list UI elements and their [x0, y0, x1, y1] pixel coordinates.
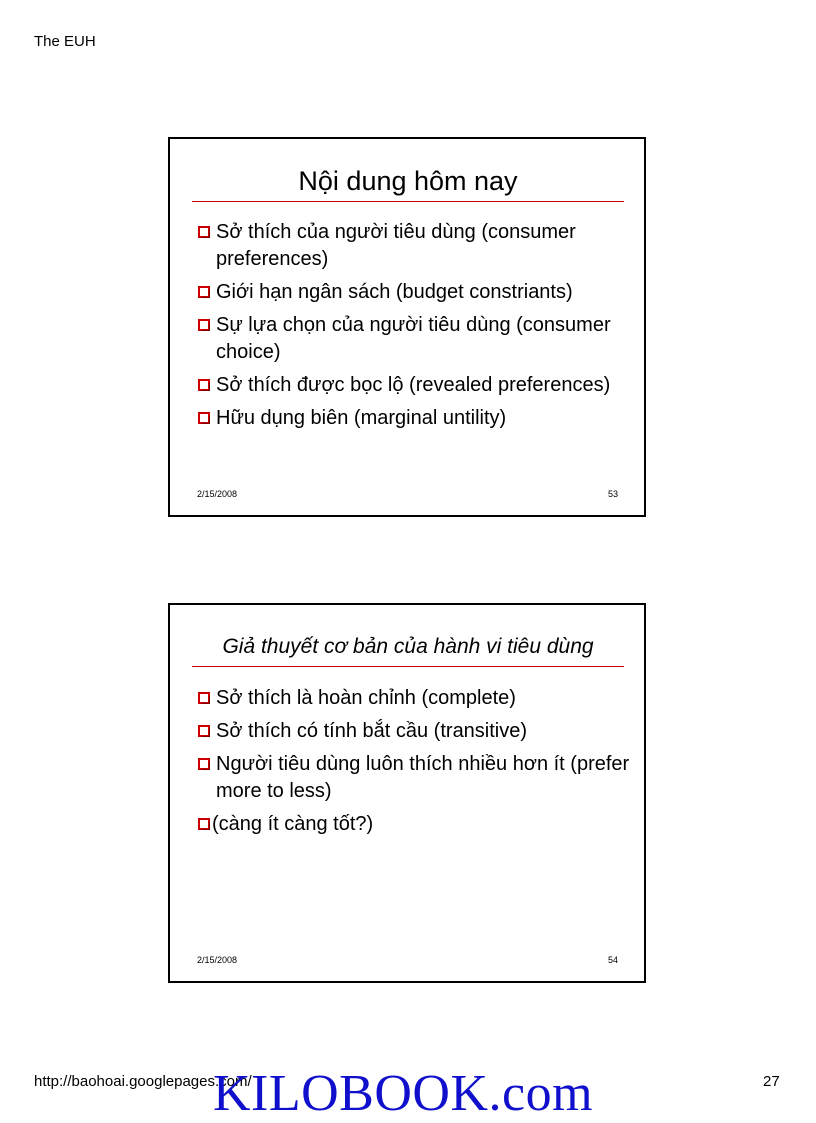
slide-number: 53 [607, 489, 618, 499]
bullet-list [197, 685, 637, 844]
checkbox-bullet-icon [198, 286, 210, 298]
list-item [197, 685, 637, 712]
slide-title: Nội dung hôm nay [298, 166, 518, 196]
list-item [197, 718, 637, 745]
checkbox-bullet-icon [198, 758, 210, 770]
slide-date: 2/15/2008 [197, 955, 238, 965]
list-item [197, 372, 637, 399]
bullet-text: (càng ít càng tốt?) [212, 813, 374, 835]
bullet-text: Hữu dụng biên (marginal untility) [216, 407, 507, 429]
bullet-text: Sự lựa chọn của người tiêu dùng (consumer choice) [216, 314, 611, 363]
slide-title: Giả thuyết cơ bản của hành vi tiêu dùng [222, 635, 594, 658]
bullet-text: Sở thích của người tiêu dùng (consumer preferences) [216, 221, 576, 270]
kilobook-watermark: KILOBOOK.com [213, 1065, 594, 1122]
slide-date: 2/15/2008 [197, 489, 238, 499]
checkbox-bullet-icon [198, 818, 210, 830]
checkbox-bullet-icon [198, 319, 210, 331]
bullet-text: Sở thích có tính bắt cầu (transitive) [216, 720, 528, 742]
bullet-text: Người tiêu dùng luôn thích nhiều hơn ít (prefer more to less) [216, 753, 630, 802]
title-divider [192, 666, 624, 667]
list-item [197, 405, 637, 432]
list-item [197, 751, 637, 805]
list-item [197, 219, 637, 273]
checkbox-bullet-icon [198, 725, 210, 737]
slide-54 [168, 603, 646, 983]
list-item [197, 811, 637, 838]
page-number: 27 [763, 1073, 780, 1090]
bullet-text: Sở thích được bọc lộ (revealed preferences) [216, 374, 611, 396]
footer-url: http://baohoai.googlepages.com/ [34, 1073, 252, 1090]
checkbox-bullet-icon [198, 692, 210, 704]
title-divider [192, 201, 624, 202]
bullet-list [197, 219, 637, 438]
list-item [197, 279, 637, 306]
checkbox-bullet-icon [198, 379, 210, 391]
list-item [197, 312, 637, 366]
bullet-text: Giới hạn ngân sách (budget constriants) [216, 281, 573, 303]
slide-53 [168, 137, 646, 517]
checkbox-bullet-icon [198, 226, 210, 238]
bullet-text: Sở thích là hoàn chỉnh (complete) [216, 687, 516, 709]
checkbox-bullet-icon [198, 412, 210, 424]
page-header: The EUH [34, 33, 96, 50]
slide-number: 54 [607, 955, 618, 965]
